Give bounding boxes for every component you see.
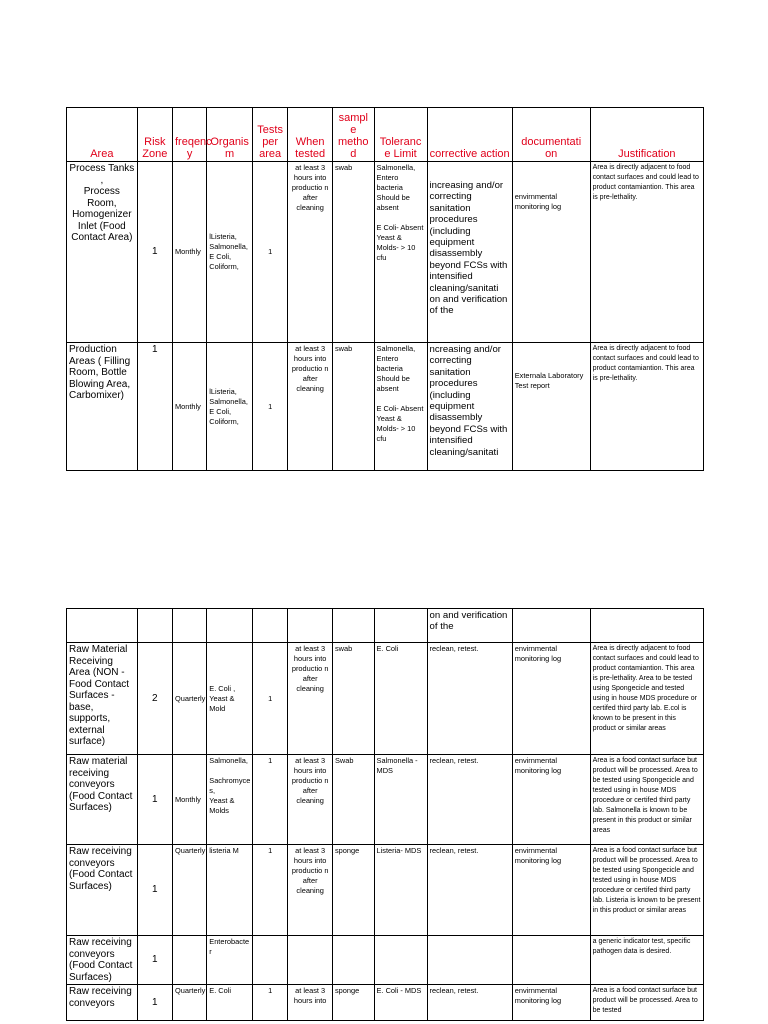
cell-tolerance: E. Coli — [374, 643, 427, 755]
cell-when-tested: at least 3 hours into productio n after cleaning — [288, 845, 333, 936]
cell-documentation: envirnmental monitoring log — [512, 162, 590, 343]
table-row — [67, 845, 704, 936]
cell-tolerance — [374, 936, 427, 985]
cell-area: Raw receiving conveyors — [67, 985, 138, 1021]
header-tests-per-area: Tests per area — [252, 108, 287, 162]
cell-corrective-action: reclean, retest. — [427, 755, 512, 845]
cell-method: swab — [332, 643, 374, 755]
cell-documentation: envirnmental monitoring log — [512, 985, 590, 1021]
cell-tests: 1 — [252, 985, 287, 1021]
table-row — [67, 985, 704, 1021]
monitoring-table-page-1 — [66, 107, 704, 471]
cell-tests: 1 — [252, 845, 287, 936]
cell-method — [332, 936, 374, 985]
table-row — [67, 643, 704, 755]
cell-organism: lListeria, Salmonella, E Coli, Coliform, — [207, 343, 253, 471]
cell-organism: Salmonella, Sachromyce s, Yeast & Molds — [207, 755, 253, 845]
cell-justification: Area is directly adjacent to food contact surfaces and could lead to product contamiantion. This area is pre-lethality. Area to be tested using Spongecicle and tested using in house MDS procedure or certifed third party lab. E.col is known to be present in this product or similar areas — [590, 643, 703, 755]
cell-corrective-action: ncreasing and/or correcting sanitation procedures (including equipment disassembly beyond FCSs with intensified cleaning/sanitati — [427, 343, 512, 471]
header-tolerance-limit: Toleranc e Limit — [374, 108, 427, 162]
header-when-tested: When tested — [288, 108, 333, 162]
cell-justification: Area is directly adjacent to food contact surfaces and could lead to product contamiantion. This area is pre-lethality. — [590, 343, 703, 471]
cell-area: Raw receiving conveyors (Food Contact Surfaces) — [67, 936, 138, 985]
cell-organism: E. Coli — [207, 985, 253, 1021]
cell-tolerance: Salmonella, Entero bacteria Should be absent E Coli- Absent Yeast & Molds- > 10 cfu — [374, 343, 427, 471]
cell-frequency: Quarterly — [172, 643, 206, 755]
table-row — [67, 162, 704, 343]
cell-risk-zone: 1 — [137, 845, 172, 936]
cell-method: Swab — [332, 755, 374, 845]
cell-risk-zone: 1 — [137, 755, 172, 845]
cell-when-tested: at least 3 hours into productio n after cleaning — [288, 343, 333, 471]
cell-corrective-action: reclean, retest. — [427, 643, 512, 755]
continuation-row — [67, 609, 704, 643]
cell-tolerance: Listeria- MDS — [374, 845, 427, 936]
table-row — [67, 936, 704, 985]
cell-tolerance: Salmonella - MDS — [374, 755, 427, 845]
cell-tests: 1 — [252, 643, 287, 755]
cell-tests: 1 — [252, 162, 287, 343]
cell-when-tested: at least 3 hours into productio n after cleaning — [288, 755, 333, 845]
monitoring-table-page-2 — [66, 608, 704, 1021]
cell-risk-zone: 1 — [137, 343, 172, 471]
header-sample-method: sampl e metho d — [332, 108, 374, 162]
cell-risk-zone: 1 — [137, 936, 172, 985]
cell-method: swab — [332, 162, 374, 343]
cell-documentation: envirnmental monitoring log — [512, 643, 590, 755]
cell-tests: 1 — [252, 755, 287, 845]
header-row — [67, 108, 704, 162]
header-area: Area — [67, 108, 138, 162]
cell-corrective-action: reclean, retest. — [427, 845, 512, 936]
header-documentation: documentati on — [512, 108, 590, 162]
cell-frequency: Monthly — [172, 755, 206, 845]
cell-area: Raw Material Receiving Area (NON - Food Contact Surfaces - base, supports, external surface) — [67, 643, 138, 755]
cell-frequency — [172, 936, 206, 985]
cell-organism: E. Coli , Yeast & Mold — [207, 643, 253, 755]
cell-tests — [252, 936, 287, 985]
cell-when-tested: at least 3 hours into productio n after cleaning — [288, 162, 333, 343]
cell-area: Production Areas ( Filling Room, Bottle Blowing Area, Carbomixer) — [67, 343, 138, 471]
table-row — [67, 343, 704, 471]
header-justification: Justification — [590, 108, 703, 162]
cell-when-tested: at least 3 hours into — [288, 985, 333, 1021]
header-risk-zone: Risk Zone — [137, 108, 172, 162]
cell-tolerance: E. Coli - MDS — [374, 985, 427, 1021]
header-organism: Organis m — [207, 108, 253, 162]
cell-organism: lListeria, Salmonella, E Coli, Coliform, — [207, 162, 253, 343]
cell-justification: Area is directly adjacent to food contact surfaces and could lead to product contamiantion. This area is pre-lethality. — [590, 162, 703, 343]
cell-corrective-action: reclean, retest. — [427, 985, 512, 1021]
cell-justification: Area is a food contact surface but product will be processed. Area to be tested — [590, 985, 703, 1021]
header-corrective-action: corrective action — [427, 108, 512, 162]
cell-organism: Enterobacte r — [207, 936, 253, 985]
cell-justification: Area is a food contact surface but product will be processed. Area to be tested using Spongecicle and tested using in house MDS procedure or certifed third party lab. Salmonella is known to be present in this product or similar areas — [590, 755, 703, 845]
cell-method: sponge — [332, 985, 374, 1021]
cell-method: sponge — [332, 845, 374, 936]
cell-corrective-action — [427, 936, 512, 985]
cell-frequency: Quarterly — [172, 845, 206, 936]
cell-documentation — [512, 936, 590, 985]
cell-area: Raw receiving conveyors (Food Contact Surfaces) — [67, 845, 138, 936]
cell-tests: 1 — [252, 343, 287, 471]
cell-when-tested — [288, 936, 333, 985]
cell-corrective-continuation: on and verification of the — [427, 609, 512, 643]
cell-frequency: Monthly — [172, 162, 206, 343]
cell-documentation: Externala Laboratory Test report — [512, 343, 590, 471]
cell-risk-zone: 2 — [137, 643, 172, 755]
cell-frequency: Monthly — [172, 343, 206, 471]
cell-risk-zone: 1 — [137, 162, 172, 343]
cell-when-tested: at least 3 hours into productio n after cleaning — [288, 643, 333, 755]
cell-area: Process Tanks , Process Room, Homogenizer Inlet (Food Contact Area) — [67, 162, 138, 343]
table-row — [67, 755, 704, 845]
cell-justification: a generic indicator test, specific pathogen data is desired. — [590, 936, 703, 985]
cell-risk-zone: 1 — [137, 985, 172, 1021]
cell-method: swab — [332, 343, 374, 471]
cell-corrective-action: increasing and/or correcting sanitation procedures (including equipment disassembly beyond FCSs with intensified cleaning/sanitati on and verification of the — [427, 162, 512, 343]
cell-area: Raw material receiving conveyors (Food Contact Surfaces) — [67, 755, 138, 845]
cell-tolerance: Salmonella, Entero bacteria Should be absent E Coli- Absent Yeast & Molds- > 10 cfu — [374, 162, 427, 343]
header-frequency: freqenc y — [172, 108, 206, 162]
cell-documentation: envirnmental monitoring log — [512, 755, 590, 845]
cell-frequency: Quarterly — [172, 985, 206, 1021]
cell-documentation: envirnmental monitoring log — [512, 845, 590, 936]
cell-organism: listeria M — [207, 845, 253, 936]
cell-justification: Area is a food contact surface but product will be processed. Area to be tested using Spongecicle and tested using in house MDS procedure or certifed third party lab. Listeria is known to be present in this product or similar areas — [590, 845, 703, 936]
